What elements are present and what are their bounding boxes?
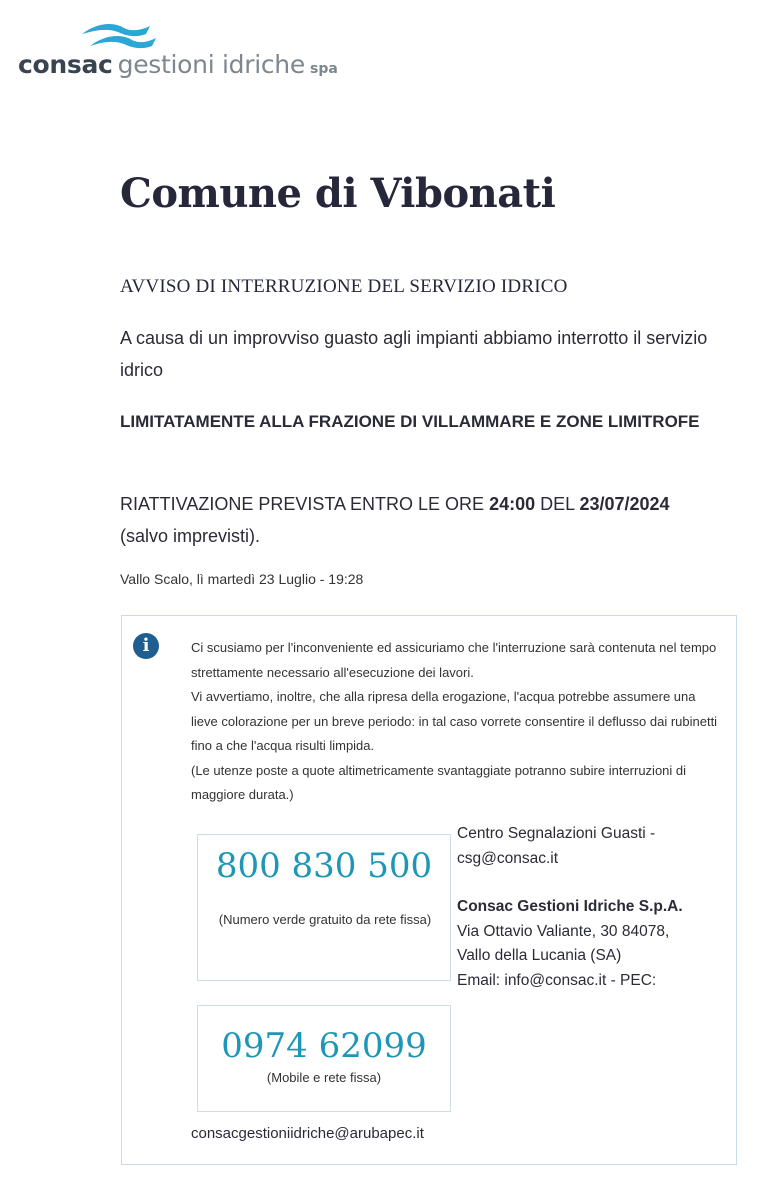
info-paragraph: Ci scusiamo per l'inconveniente ed assicuriamo che l'interruzione sarà contenuta nel tempo strettamente necessario all'esecuzione dei lavori. <box>191 640 717 680</box>
company-name: Consac Gestioni Idriche S.p.A. <box>457 898 683 915</box>
reactivation-date: 23/07/2024 <box>579 494 670 514</box>
pec-email[interactable]: consacgestioniidriche@arubapec.it <box>191 1125 424 1142</box>
reactivation-time: 24:00 <box>489 494 536 514</box>
toll-free-caption: (Numero verde gratuito da rete fissa) <box>218 912 432 927</box>
info-paragraph: (Le utenze poste a quote altimetricamente svantaggiate potranno subire interruzioni di maggiore durata.) <box>191 762 687 802</box>
page-title: Comune di Vibonati <box>120 170 556 217</box>
reactivation-paragraph: RIATTIVAZIONE PREVISTA ENTRO LE ORE 24:00 DEL 23/07/2024 (salvo imprevisti). <box>120 494 670 546</box>
notice-heading: AVVISO DI INTERRUZIONE DEL SERVIZIO IDRICO <box>120 276 568 297</box>
company-email[interactable]: Email: info@consac.it - PEC: <box>457 971 657 989</box>
company-logo <box>18 20 378 90</box>
dateline: Vallo Scalo, lì martedì 23 Luglio - 19:28 <box>120 571 364 587</box>
toll-free-number[interactable]: 800 830 500 <box>215 846 433 886</box>
water-wave-logo-icon <box>80 20 160 54</box>
info-text <box>191 636 721 808</box>
mobile-number-box <box>197 1005 451 1112</box>
contact-info <box>457 822 727 993</box>
company-address-line: Vallo della Lucania (SA) <box>457 947 622 964</box>
mobile-number[interactable]: 0974 62099 <box>221 1026 427 1066</box>
mobile-caption: (Mobile e rete fissa) <box>266 1070 382 1085</box>
intro-paragraph: A causa di un improvviso guasto agli impianti abbiamo interrotto il servizio idrico <box>120 328 708 380</box>
company-address-line: Via Ottavio Valiante, 30 84078, <box>457 922 670 940</box>
info-icon: i <box>133 633 159 659</box>
toll-free-number-box <box>197 834 451 981</box>
logo-wordmark: consac gestioni idriche spa <box>18 50 338 79</box>
affected-area-paragraph: LIMITATAMENTE ALLA FRAZIONE DI VILLAMMARE E ZONE LIMITROFE <box>120 412 700 431</box>
fault-center-email[interactable]: csg@consac.it <box>457 849 559 867</box>
fault-center-label: Centro Segnalazioni Guasti - <box>457 825 656 842</box>
info-paragraph: Vi avvertiamo, inoltre, che alla ripresa della erogazione, l'acqua potrebbe assumere una lieve colorazione per un breve periodo: in tal caso vorrete consentire il deflusso dai rubinetti fino a che l'acqua risulti limpida. <box>191 689 718 753</box>
